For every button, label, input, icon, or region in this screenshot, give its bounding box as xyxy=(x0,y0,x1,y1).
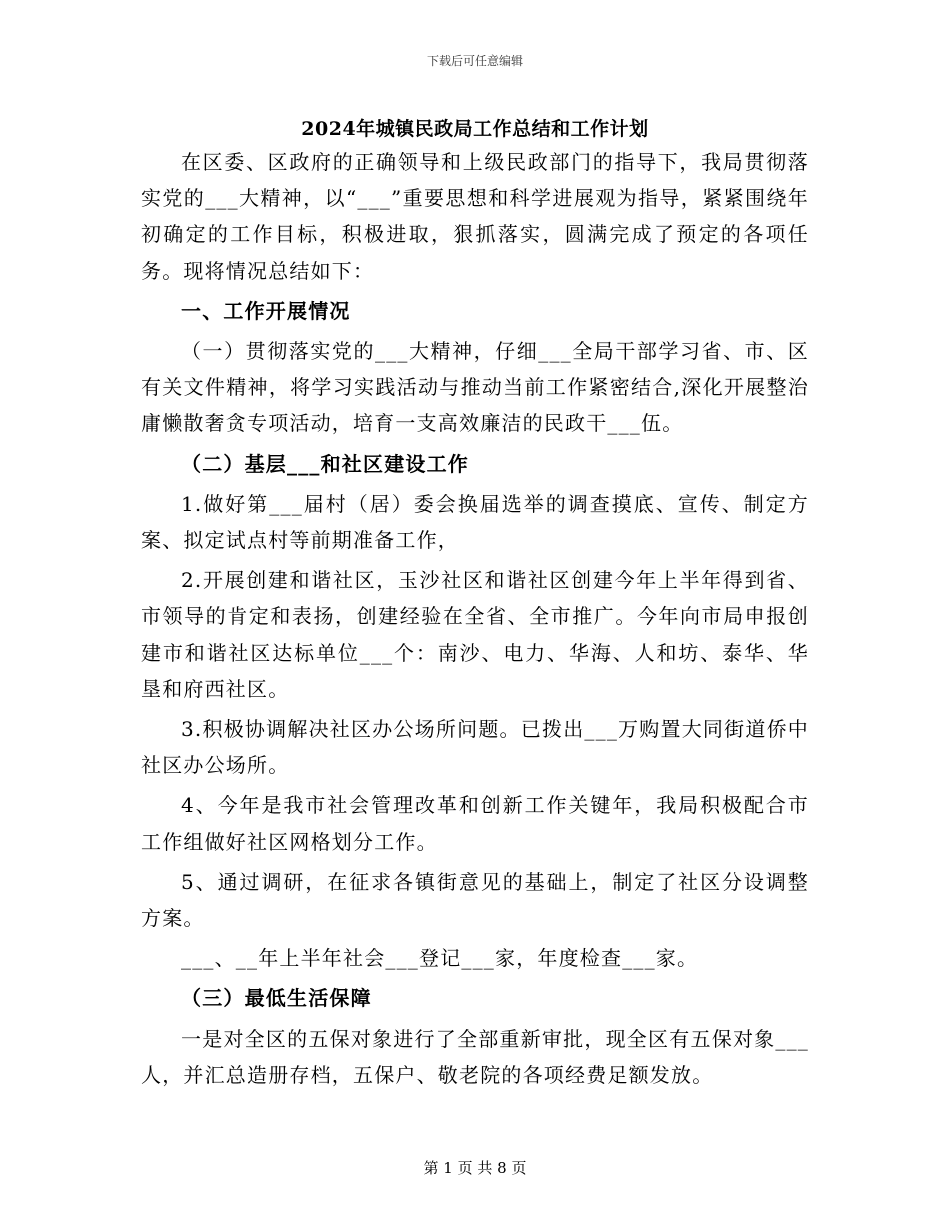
document-body xyxy=(141,144,809,1093)
page-footer-page-number: 第 1 页 共 8 页 xyxy=(423,1159,527,1177)
paragraph-five-guarantees: 一是对全区的五保对象进行了全部重新审批，现全区有五保对象___人，并汇总造册存档，五保户、敬老院的各项经费足额发放。 xyxy=(141,1026,809,1087)
intro-paragraph: 在区委、区政府的正确领导和上级民政部门的指导下，我局贯彻落实党的___大精神，以“___”重要思想和科学进展观为指导，紧紧围绕年初确定的工作目标，积极进取，狠抓落实，圆满完成了预定的各项任务。现将情况总结如下： xyxy=(141,150,809,283)
list-item-grid-division: 4、今年是我市社会管理改革和创新工作关键年，我局积极配合市工作组做好社区网格划分工作。 xyxy=(141,793,809,854)
paragraph-subsection-one: （一）贯彻落实党的___大精神，仔细___全局干部学习省、市、区有关文件精神，将学习实践活动与推动当前工作紧密结合,深化开展整治庸懒散奢贪专项活动，培育一支高效廉洁的民政干___伍。 xyxy=(141,339,809,436)
list-item-office-space: 3.积极协调解决社区办公场所问题。已拨出___万购置大同街道侨中社区办公场所。 xyxy=(141,717,809,778)
subsection-heading-grassroots: （二）基层___和社区建设工作 xyxy=(181,451,469,476)
paragraph-registration: ___、__年上半年社会___登记___家，年度检查___家。 xyxy=(181,946,699,971)
list-item-election: 1.做好第___届村（居）委会换届选举的调查摸底、宣传、制定方案、拟定试点村等前期准备工作， xyxy=(141,491,809,553)
list-item-harmonious-community: 2.开展创建和谐社区，玉沙社区和谐社区创建今年上半年得到省、市领导的肯定和表扬，创建经验在全省、全市推广。今年向市局申报创建市和谐社区达标单位___个：南沙、电力、华海、人和坊、泰华、华垦和府西社区。 xyxy=(141,568,809,701)
document-title: 2024年城镇民政局工作总结和工作计划 xyxy=(301,118,649,140)
page-header-note: 下载后可任意编辑 xyxy=(426,54,523,68)
list-item-community-adjustment: 5、通过调研，在征求各镇街意见的基础上，制定了社区分设调整方案。 xyxy=(141,869,809,931)
subsection-heading-minimum-living: （三）最低生活保障 xyxy=(181,986,372,1011)
section-heading-work-progress: 一、工作开展情况 xyxy=(181,298,351,323)
